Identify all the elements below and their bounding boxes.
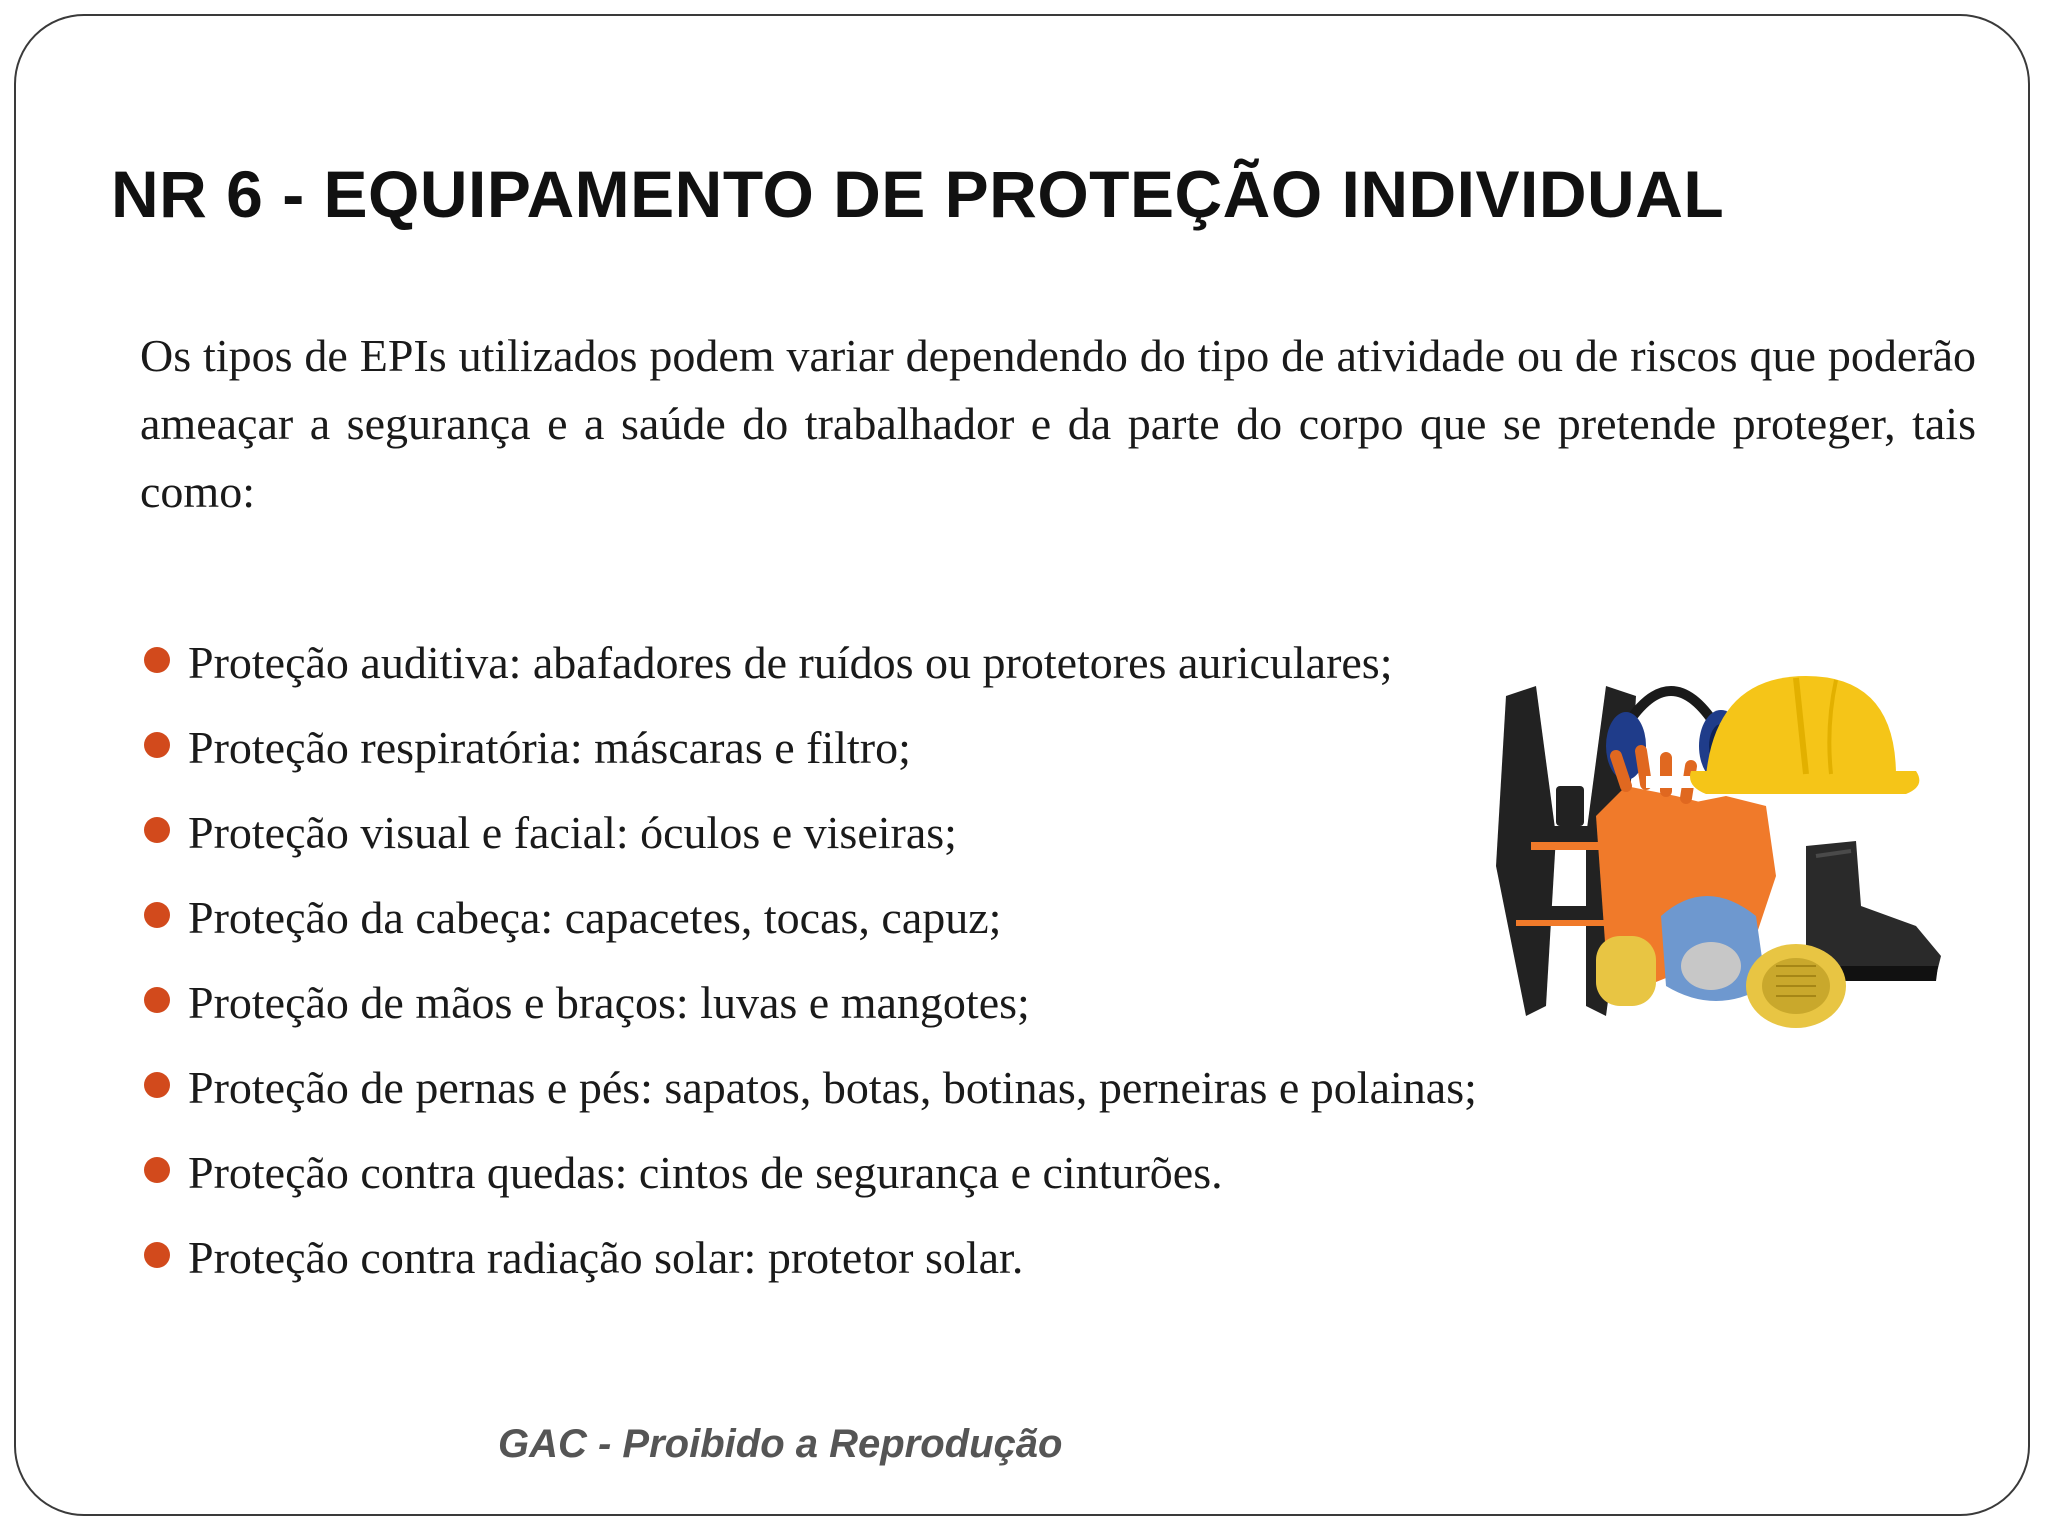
epi-list xyxy=(140,620,1477,1300)
bullet-icon xyxy=(144,732,170,758)
list-item xyxy=(140,960,1477,1045)
list-item-text: Proteção respiratória: máscaras e filtro; xyxy=(188,722,911,773)
list-item-text: Proteção da cabeça: capacetes, tocas, capuz; xyxy=(188,892,1002,943)
list-item xyxy=(140,1215,1477,1300)
bullet-icon xyxy=(144,987,170,1013)
helmet-icon xyxy=(1690,676,1919,794)
list-item-text: Proteção contra radiação solar: protetor solar. xyxy=(188,1232,1024,1283)
ppe-equipment-illustration-icon xyxy=(1476,666,1956,1066)
bullet-icon xyxy=(144,1072,170,1098)
slide-frame xyxy=(14,14,2030,1516)
bullet-icon xyxy=(144,1157,170,1183)
list-item xyxy=(140,875,1477,960)
footer-text: GAC - Proibido a Reprodução xyxy=(498,1422,1063,1466)
slide-title: NR 6 - EQUIPAMENTO DE PROTEÇÃO INDIVIDUAL xyxy=(111,157,1725,231)
bullet-icon xyxy=(144,1242,170,1268)
list-item-text: Proteção auditiva: abafadores de ruídos ou protetores auriculares; xyxy=(188,637,1393,688)
list-item xyxy=(140,790,1477,875)
list-item xyxy=(140,705,1477,790)
list-item xyxy=(140,620,1477,705)
bullet-icon xyxy=(144,647,170,673)
bullet-icon xyxy=(144,817,170,843)
list-item xyxy=(140,1130,1477,1215)
list-item-text: Proteção visual e facial: óculos e viseiras; xyxy=(188,807,957,858)
intro-paragraph: Os tipos de EPIs utilizados podem variar dependendo do tipo de atividade ou de riscos que poderão ameaçar a segurança e a saúde do trabalhador e da parte do corpo que se pretende proteger, tais como: xyxy=(140,330,1976,517)
bullet-icon xyxy=(144,902,170,928)
list-item-text: Proteção de mãos e braços: luvas e mangotes; xyxy=(188,977,1030,1028)
list-item-text: Proteção contra quedas: cintos de segurança e cinturões. xyxy=(188,1147,1223,1198)
list-item xyxy=(140,1045,1477,1130)
list-item-text: Proteção de pernas e pés: sapatos, botas, botinas, perneiras e polainas; xyxy=(188,1062,1477,1113)
